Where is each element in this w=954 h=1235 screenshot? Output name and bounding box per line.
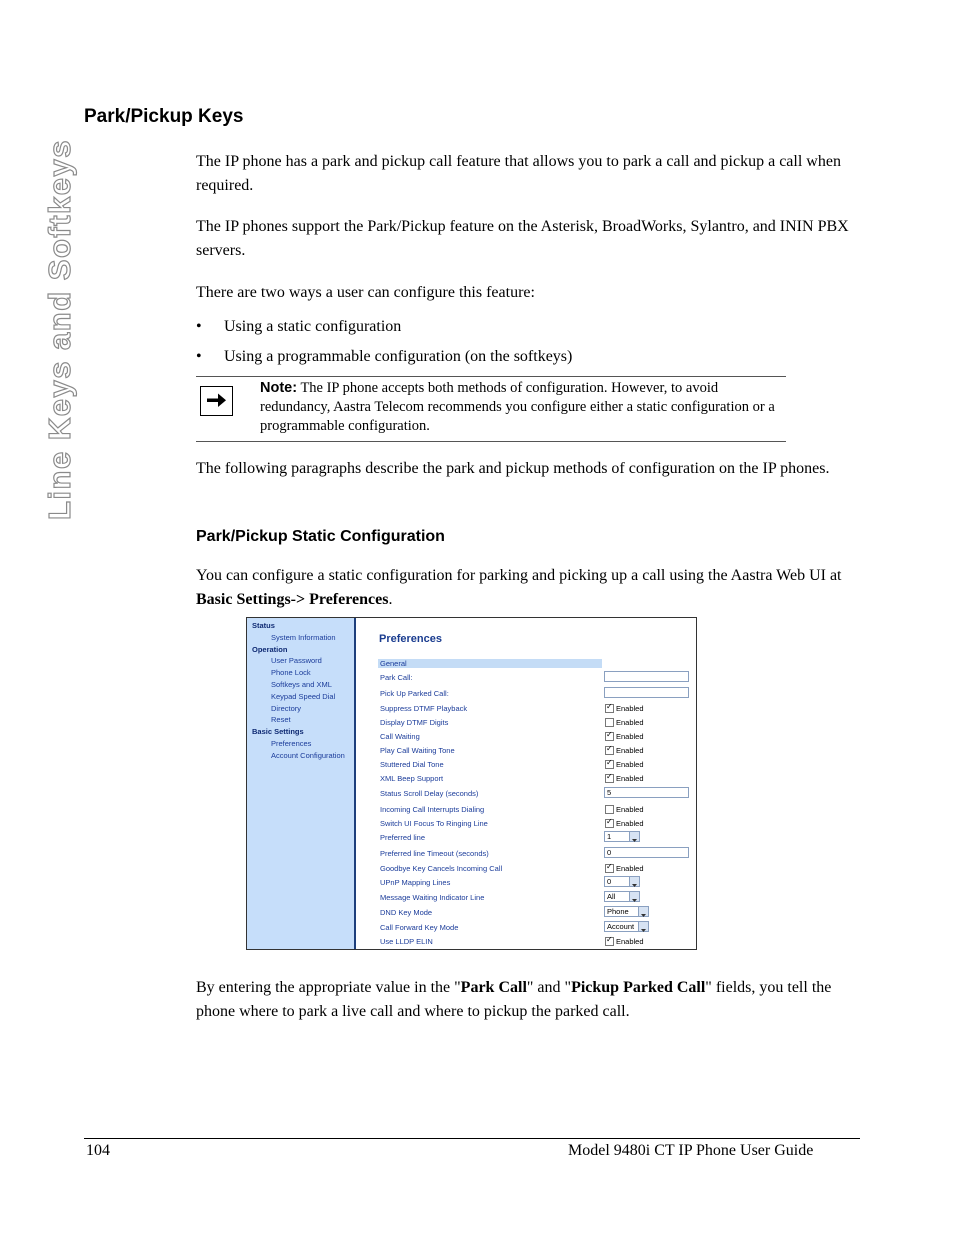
web-ui-nav-item[interactable]: Account Configuration bbox=[271, 750, 345, 760]
web-ui-nav-item[interactable]: Phone Lock bbox=[271, 668, 311, 678]
footer-divider bbox=[84, 1138, 860, 1139]
web-ui-checkbox-label: Enabled bbox=[616, 864, 644, 873]
web-ui-select-value: Phone bbox=[607, 907, 629, 916]
web-ui-nav-item[interactable]: Reset bbox=[271, 715, 291, 725]
web-ui-setting-label: Play Call Waiting Tone bbox=[380, 746, 455, 755]
web-ui-checkbox-label: Enabled bbox=[616, 732, 644, 741]
web-ui-checkbox-label: Enabled bbox=[616, 760, 644, 769]
web-ui-setting-label: Call Forward Key Mode bbox=[380, 923, 459, 932]
bullet-text: Using a programmable configuration (on the softkeys) bbox=[224, 348, 573, 365]
pbx-support-paragraph: The IP phones support the Park/Pickup feature on the Asterisk, BroadWorks, Sylantro, and ININ PBX servers. bbox=[196, 218, 849, 259]
web-ui-text-field[interactable] bbox=[604, 671, 689, 682]
web-ui-nav-item[interactable]: Directory bbox=[271, 703, 302, 713]
checkmark-icon: ✓ bbox=[606, 702, 613, 711]
web-ui-section-label: General bbox=[380, 659, 407, 668]
web-ui-checkbox-label: Enabled bbox=[616, 704, 644, 713]
closing-text-3: " fields, you tell the phone where to park a live call and where to pickup the parked call. bbox=[196, 979, 832, 1020]
intro-paragraph: The IP phone has a park and pickup call feature that allows you to park a call and pickup a call when required. bbox=[196, 153, 841, 194]
chevron-down-icon bbox=[629, 877, 639, 886]
pickup-parked-call-bold: Pickup Parked Call bbox=[571, 979, 706, 996]
web-ui-text-field-value: 5 bbox=[607, 788, 612, 797]
web-ui-path-paragraph bbox=[196, 564, 856, 612]
web-ui-section-bar bbox=[378, 659, 602, 668]
web-ui-nav-item[interactable]: User Password bbox=[271, 656, 322, 666]
web-ui-setting-label: Use LLDP ELIN bbox=[380, 937, 433, 946]
checkmark-icon: ✓ bbox=[606, 730, 613, 739]
web-ui-setting-label: Incoming Call Interrupts Dialing bbox=[380, 805, 485, 814]
web-ui-nav-item[interactable]: Softkeys and XML bbox=[271, 680, 332, 689]
web-ui-checkbox-label: Enabled bbox=[616, 774, 644, 783]
web-ui-path-end: . bbox=[388, 591, 393, 608]
checkmark-icon: ✓ bbox=[606, 744, 613, 753]
web-ui-setting-label: Display DTMF Digits bbox=[380, 718, 449, 727]
closing-text-1: By entering the appropriate value in the " bbox=[196, 979, 461, 996]
subsection-heading: Park/Pickup Static Configuration bbox=[196, 528, 445, 545]
web-ui-checkbox-label: Enabled bbox=[616, 718, 644, 727]
web-ui-screenshot bbox=[246, 617, 697, 950]
web-ui-checkbox[interactable] bbox=[605, 937, 614, 946]
chapter-side-title-text: Line Keys and Softkeys bbox=[42, 138, 77, 520]
web-ui-checkbox[interactable] bbox=[605, 774, 614, 783]
web-ui-setting-label: UPnP Mapping Lines bbox=[380, 878, 451, 887]
web-ui-text-field-value: 0 bbox=[607, 848, 612, 857]
web-ui-nav-item[interactable]: Basic Settings bbox=[252, 727, 304, 737]
web-ui-select-value: 1 bbox=[607, 832, 612, 841]
park-call-bold: Park Call bbox=[460, 979, 527, 996]
closing-text-2: " and " bbox=[526, 979, 572, 996]
page-number: 104 bbox=[86, 1142, 110, 1159]
web-ui-setting-label: DND Key Mode bbox=[380, 908, 433, 917]
chevron-down-icon bbox=[638, 907, 648, 916]
web-ui-select[interactable] bbox=[604, 906, 649, 917]
arrow-right-icon bbox=[200, 386, 233, 416]
web-ui-checkbox-label: Enabled bbox=[616, 937, 644, 946]
web-ui-checkbox[interactable] bbox=[605, 718, 614, 727]
config-ways-paragraph: There are two ways a user can configure this feature: bbox=[196, 284, 535, 301]
web-ui-setting-label: Message Waiting Indicator Line bbox=[380, 893, 485, 902]
section-heading: Park/Pickup Keys bbox=[84, 106, 244, 127]
chevron-down-icon bbox=[629, 832, 639, 841]
note-body: The IP phone accepts both methods of configuration. However, to avoid redundancy, Aastra Telecom recommends you configure either a static configuration or a programmable configuration. bbox=[260, 380, 775, 434]
web-ui-text-field[interactable] bbox=[604, 847, 689, 858]
web-ui-select[interactable] bbox=[604, 921, 649, 932]
web-ui-setting-label: Park Call: bbox=[380, 673, 413, 682]
web-ui-nav-item[interactable]: Keypad Speed Dial bbox=[271, 691, 336, 701]
web-ui-setting-label: Status Scroll Delay (seconds) bbox=[380, 789, 479, 798]
web-ui-select-value: Account bbox=[607, 922, 635, 931]
web-ui-text-field[interactable] bbox=[604, 687, 689, 698]
web-ui-setting-label: Pick Up Parked Call: bbox=[380, 689, 449, 698]
web-ui-setting-label: Goodbye Key Cancels Incoming Call bbox=[380, 864, 503, 873]
web-ui-select-value: 0 bbox=[607, 877, 612, 886]
web-ui-checkbox[interactable] bbox=[605, 704, 614, 713]
web-ui-select[interactable] bbox=[604, 876, 640, 887]
web-ui-nav-item[interactable]: Preferences bbox=[271, 739, 312, 748]
note-box bbox=[196, 376, 786, 442]
web-ui-nav-item[interactable]: Status bbox=[252, 621, 275, 630]
web-ui-setting-label: Stuttered Dial Tone bbox=[380, 760, 444, 769]
checkmark-icon: ✓ bbox=[606, 772, 613, 781]
web-ui-checkbox[interactable] bbox=[605, 760, 614, 769]
web-ui-checkbox[interactable] bbox=[605, 819, 614, 828]
checkmark-icon: ✓ bbox=[606, 862, 613, 871]
web-ui-checkbox[interactable] bbox=[605, 732, 614, 741]
bullet-text: Using a static configuration bbox=[224, 318, 402, 335]
note-text bbox=[260, 379, 790, 436]
web-ui-checkbox[interactable] bbox=[605, 805, 614, 814]
web-ui-page-title: Preferences bbox=[379, 633, 442, 645]
web-ui-checkbox[interactable] bbox=[605, 746, 614, 755]
checkmark-icon: ✓ bbox=[606, 935, 613, 944]
web-ui-setting-label: Switch UI Focus To Ringing Line bbox=[380, 819, 488, 828]
web-ui-select-value: All bbox=[607, 892, 616, 901]
web-ui-checkbox-label: Enabled bbox=[616, 805, 644, 814]
chevron-down-icon bbox=[629, 892, 639, 901]
web-ui-setting-label: Preferred line bbox=[380, 833, 426, 842]
web-ui-select[interactable] bbox=[604, 891, 640, 902]
web-ui-path-bold: Basic Settings-> Preferences bbox=[196, 591, 389, 608]
chevron-down-icon bbox=[638, 922, 648, 931]
note-label: Note: bbox=[260, 380, 298, 396]
web-ui-nav-item[interactable]: System Information bbox=[271, 632, 336, 642]
checkmark-icon: ✓ bbox=[606, 758, 613, 767]
web-ui-text-field[interactable] bbox=[604, 787, 689, 798]
web-ui-setting-label: XML Beep Support bbox=[380, 774, 444, 783]
web-ui-setting-label: Preferred line Timeout (seconds) bbox=[380, 849, 489, 858]
bullet-dot: • bbox=[196, 348, 202, 365]
methods-paragraph: The following paragraphs describe the park and pickup methods of configuration on the IP phones. bbox=[196, 460, 830, 477]
footer-title: Model 9480i CT IP Phone User Guide bbox=[568, 1142, 814, 1159]
web-ui-path-text: You can configure a static configuration for parking and picking up a call using the Aastra Web UI at bbox=[196, 567, 842, 584]
web-ui-checkbox-label: Enabled bbox=[616, 746, 644, 755]
web-ui-nav-item[interactable]: Operation bbox=[252, 644, 288, 654]
web-ui-setting-label: Suppress DTMF Playback bbox=[380, 704, 468, 713]
web-ui-checkbox-label: Enabled bbox=[616, 819, 644, 828]
web-ui-checkbox[interactable] bbox=[605, 864, 614, 873]
web-ui-setting-label: Call Waiting bbox=[380, 732, 420, 741]
bullet-dot: • bbox=[196, 318, 202, 335]
web-ui-select[interactable] bbox=[604, 831, 640, 842]
closing-paragraph bbox=[196, 976, 856, 1024]
web-ui-nav-sidebar bbox=[247, 618, 356, 949]
checkmark-icon: ✓ bbox=[606, 817, 613, 826]
